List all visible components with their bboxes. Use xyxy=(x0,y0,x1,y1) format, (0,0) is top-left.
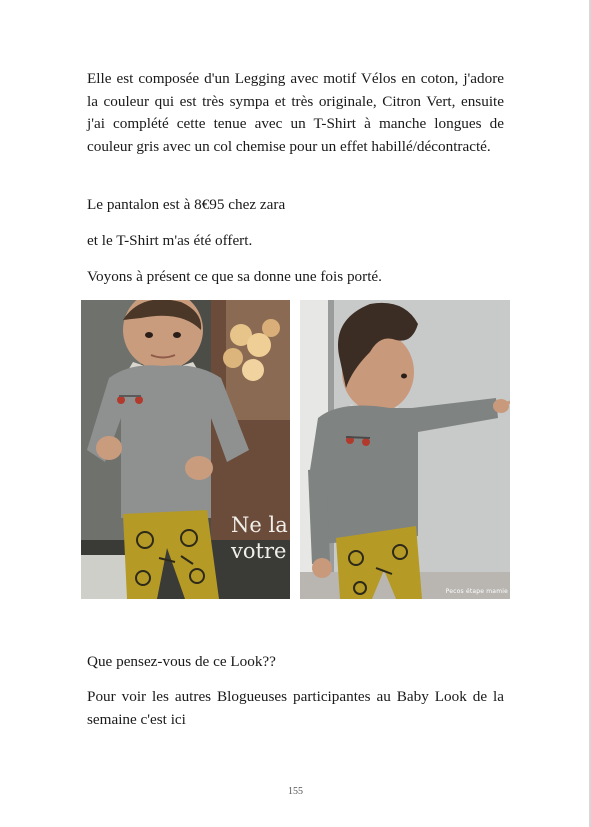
paragraph-outfit-description: Elle est composée d'un Legging avec motif Vélos en coton, j'adore la couleur qui est très sympa et très originale, Citron Vert, ensuite j'ai complété cette tenue avec un T-Shirt à manche longues de couleur gris avec un col chemise pour un effet habillé/décontracté. xyxy=(87,70,504,155)
paragraph-gift: et le T-Shirt m'as été offert. xyxy=(87,232,253,249)
photo-child-front xyxy=(81,300,290,599)
photo-child-profile-image xyxy=(300,300,510,599)
page-number: 155 xyxy=(288,786,303,797)
paragraph-price: Le pantalon est à 8€95 chez zara xyxy=(87,196,286,213)
poster-text xyxy=(231,512,288,564)
photo-child-profile xyxy=(300,300,510,599)
photo-watermark: Pecos étape mamie xyxy=(445,588,508,595)
paragraph-other-bloggers: Pour voir les autres Blogueuses participantes au Baby Look de la semaine c'est ici xyxy=(87,688,504,728)
poster-text-line: Ne la votre xyxy=(231,513,288,563)
paragraph-intro-photos: Voyons à présent ce que sa donne une fois porté. xyxy=(87,268,382,285)
paragraph-question: Que pensez-vous de ce Look?? xyxy=(87,653,276,670)
